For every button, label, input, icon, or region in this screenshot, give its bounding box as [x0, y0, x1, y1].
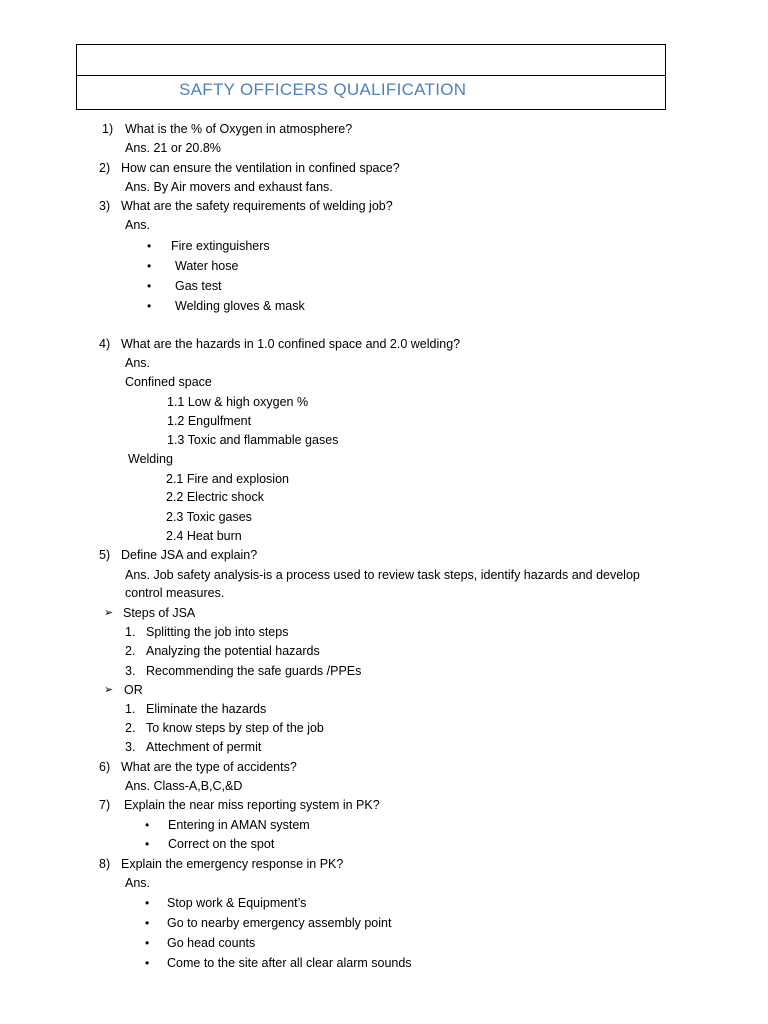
question-text: How can ensure the ventilation in confined space? [121, 161, 400, 175]
question-number: 2) [99, 161, 111, 175]
list-item: 2.1 Fire and explosion [166, 472, 289, 486]
list-number: 1. [125, 702, 136, 716]
section-label: Confined space [125, 375, 212, 389]
bullet-icon: • [145, 936, 150, 950]
answer-text: Ans. 21 or 20.8% [125, 141, 221, 155]
section-label: Welding [128, 452, 173, 466]
answer-text: Ans. [125, 218, 151, 232]
list-number: 2. [125, 721, 136, 735]
answer-text: Ans. Job safety analysis-is a process used to review task steps, identify hazards and develop [125, 568, 640, 582]
arrow-bullet-icon: ➢ [104, 684, 114, 696]
bullet-icon: • [147, 279, 152, 293]
header-title-cell [76, 75, 666, 110]
list-item: Eliminate the hazards [146, 702, 267, 716]
question-text: What is the % of Oxygen in atmosphere? [125, 122, 353, 136]
list-item: 2.4 Heat burn [166, 529, 242, 543]
list-item: 2.2 Electric shock [166, 490, 264, 504]
list-number: 2. [125, 644, 136, 658]
header-top-cell [76, 44, 666, 76]
page-title: SAFTY OFFICERS QUALIFICATION [179, 80, 467, 99]
bullet-icon: • [145, 916, 150, 930]
list-item: Welding gloves & mask [175, 299, 305, 313]
list-item: Go head counts [167, 936, 256, 950]
bullet-icon: • [145, 818, 150, 832]
question-text: What are the safety requirements of welding job? [121, 199, 393, 213]
bullet-icon: • [147, 239, 152, 253]
list-item: Water hose [175, 259, 239, 273]
list-item: Gas test [175, 279, 222, 293]
bullet-icon: • [147, 259, 152, 273]
section-label: OR [124, 683, 143, 697]
bullet-icon: • [147, 299, 152, 313]
list-item: 2.3 Toxic gases [166, 510, 252, 524]
list-item: Splitting the job into steps [146, 625, 289, 639]
question-number: 7) [99, 798, 111, 812]
list-item: Analyzing the potential hazards [146, 644, 320, 658]
list-number: 1. [125, 625, 136, 639]
list-item: 1.3 Toxic and flammable gases [167, 433, 339, 447]
list-item: Stop work & Equipment’s [167, 896, 307, 910]
question-number: 6) [99, 760, 111, 774]
question-text: What are the hazards in 1.0 confined space and 2.0 welding? [121, 337, 461, 351]
list-item: 1.2 Engulfment [167, 414, 252, 428]
question-text: Define JSA and explain? [121, 548, 258, 562]
section-label: Steps of JSA [123, 606, 196, 620]
list-item: Go to nearby emergency assembly point [167, 916, 392, 930]
bullet-icon: • [145, 896, 150, 910]
question-text: Explain the emergency response in PK? [121, 857, 344, 871]
list-number: 3. [125, 664, 136, 678]
question-number: 4) [99, 337, 111, 351]
answer-text: Ans. By Air movers and exhaust fans. [125, 180, 333, 194]
bullet-icon: • [145, 837, 150, 851]
list-item: Fire extinguishers [171, 239, 270, 253]
answer-text: control measures. [125, 586, 225, 600]
question-text: Explain the near miss reporting system in PK? [124, 798, 380, 812]
question-number: 5) [99, 548, 111, 562]
list-item: Entering in AMAN system [168, 818, 310, 832]
list-item: Correct on the spot [168, 837, 275, 851]
bullet-icon: • [145, 956, 150, 970]
list-item: Come to the site after all clear alarm sounds [167, 956, 412, 970]
list-item: To know steps by step of the job [146, 721, 324, 735]
answer-text: Ans. Class-A,B,C,&D [125, 779, 243, 793]
question-number: 1) [102, 122, 114, 136]
question-number: 3) [99, 199, 111, 213]
list-item: 1.1 Low & high oxygen % [167, 395, 309, 409]
arrow-bullet-icon: ➢ [104, 607, 114, 619]
question-text: What are the type of accidents? [121, 760, 297, 774]
question-number: 8) [99, 857, 111, 871]
list-item: Attechment of permit [146, 740, 262, 754]
list-number: 3. [125, 740, 136, 754]
list-item: Recommending the safe guards /PPEs [146, 664, 362, 678]
answer-text: Ans. [125, 356, 151, 370]
answer-text: Ans. [125, 876, 151, 890]
